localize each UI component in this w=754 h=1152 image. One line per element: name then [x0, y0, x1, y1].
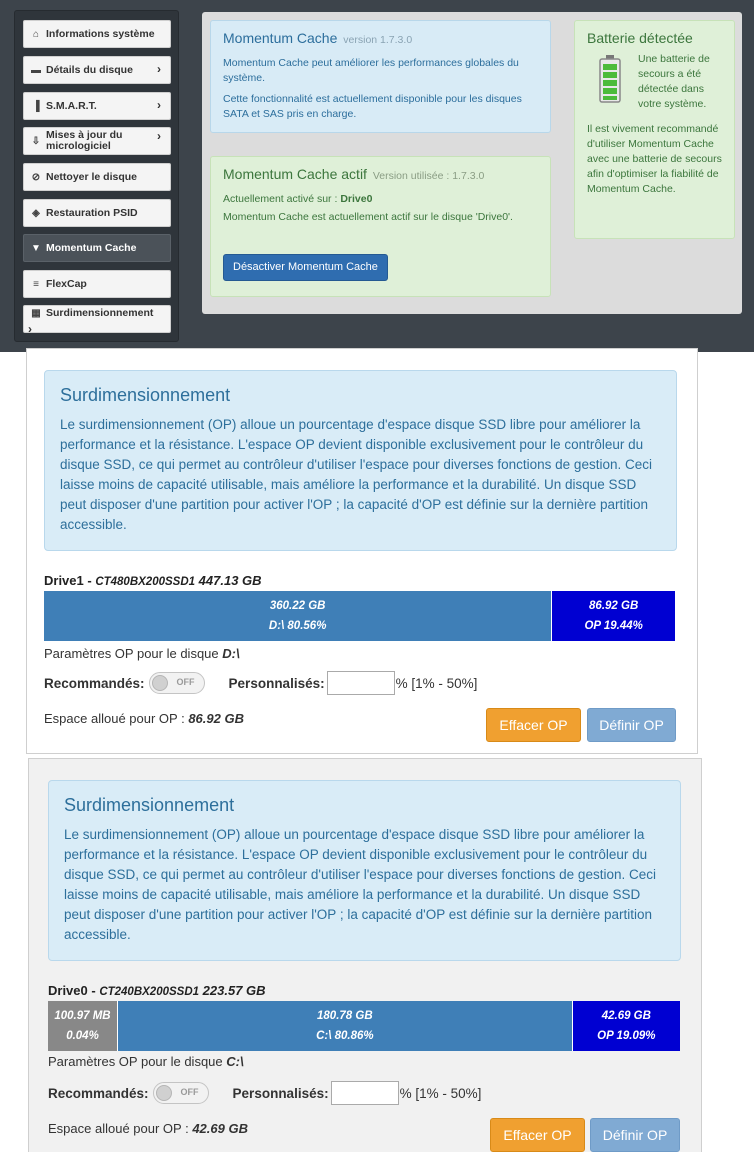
activated-label: Actuellement activé sur :: [223, 193, 338, 205]
partition-bar: [48, 1001, 680, 1051]
momentum-active-title-text: Momentum Cache actif: [223, 166, 367, 182]
drive-model: CT240BX200SSD1: [99, 986, 200, 998]
momentum-active-status: Momentum Cache est actuellement actif sur le disque 'Drive0'.: [223, 211, 513, 223]
home-icon: ⌂: [32, 28, 40, 40]
drive-title: [48, 983, 266, 998]
toggle-state: OFF: [180, 1087, 199, 1097]
sidebar-item-label: Momentum Cache: [46, 241, 137, 254]
op-info-box: [48, 780, 681, 961]
recommended-toggle[interactable]: [149, 672, 205, 694]
segment-percent: C:\ 80.86%: [316, 1030, 374, 1042]
momentum-title-text: Momentum Cache: [223, 30, 338, 46]
allocated-label: Espace alloué pour OP :: [44, 711, 185, 726]
drive-capacity: 223.57 GB: [202, 983, 266, 998]
sidebar-item-momentum-cache[interactable]: [23, 234, 171, 262]
drive-name: Drive1 -: [44, 573, 96, 588]
drive-model: CT480BX200SSD1: [95, 576, 196, 588]
define-op-button[interactable]: Définir OP: [587, 708, 676, 742]
segment-size: 86.92 GB: [589, 600, 639, 612]
op-title: Surdimensionnement: [64, 795, 235, 815]
op-params-drive: C:\: [226, 1054, 244, 1069]
momentum-active-box: [210, 156, 551, 297]
op-title: Surdimensionnement: [60, 385, 231, 405]
op-settings-row: [48, 1081, 481, 1105]
allocated-space: [48, 1121, 248, 1136]
sidebar-item-flexcap[interactable]: [23, 270, 171, 298]
sidebar-item-label: Nettoyer le disque: [46, 170, 138, 183]
partition-bar: [44, 591, 675, 641]
percent-range: % [1% - 50%]: [399, 1085, 482, 1101]
partition-segment-part: [118, 1001, 573, 1051]
percent-range: % [1% - 50%]: [395, 675, 478, 691]
ban-icon: ⊘: [31, 171, 41, 183]
custom-label: Personnalisés:: [228, 675, 325, 691]
momentum-availability: Cette fonctionnalité est actuellement disponible pour les disques SATA et SAS pris en charge.: [223, 93, 522, 120]
allocated-value: 42.69 GB: [192, 1121, 248, 1136]
recommended-toggle[interactable]: [153, 1082, 209, 1104]
define-op-button[interactable]: Définir OP: [590, 1118, 680, 1152]
drive-name: Drive0 -: [48, 983, 100, 998]
partition-segment-op: [552, 591, 675, 641]
toggle-knob: [152, 675, 168, 691]
sidebar-item-psid[interactable]: [23, 199, 171, 227]
partition-segment-op: [573, 1001, 680, 1051]
main-content: [202, 12, 742, 314]
toggle-knob: [156, 1085, 172, 1101]
clear-op-button[interactable]: Effacer OP: [490, 1118, 585, 1152]
op-description: Le surdimensionnement (OP) alloue un pourcentage d'espace disque SSD libre pour améliorer la performance et la résistance. L'espace OP devient disponible exclusivement pour le contrôleur du disque SSD, ce qui permet au contrôleur d'utiliser l'espace pour diverses fonctions de gestion. Ceci laisse moins de capacité utilisable, mais améliore la performance et la durabilité. Un disque SSD peut disposer d'une partition pour activer l'OP ; la capacité d'OP est définie sur la dernière partition accessible.: [64, 827, 656, 942]
sidebar-item-label: Détails du disque: [46, 63, 133, 76]
battery-detected-text: Une batterie de secours a été détectée dans votre système.: [638, 53, 710, 110]
firmware-icon: ⇩: [31, 135, 41, 147]
battery-box: [574, 20, 735, 239]
sidebar-item-label: FlexCap: [46, 277, 87, 290]
sidebar-item-smart[interactable]: [23, 92, 171, 120]
partition-segment-small: [48, 1001, 118, 1051]
deactivate-momentum-button[interactable]: Désactiver Momentum Cache: [223, 254, 388, 281]
momentum-info-box: [210, 20, 551, 133]
momentum-title: [223, 31, 538, 48]
chevron-right-icon: ›: [157, 97, 161, 112]
sidebar-item-system-info[interactable]: [23, 20, 171, 48]
hard-drive-icon: ▬: [31, 64, 41, 76]
segment-percent: OP 19.09%: [597, 1030, 656, 1042]
eye-slash-icon: ◈: [32, 207, 40, 219]
sidebar-item-overprovisioning[interactable]: [23, 305, 171, 336]
align-left-icon: ≡: [33, 278, 39, 290]
battery-recommendation: Il est vivement recommandé d'utiliser Momentum Cache avec une batterie de secours afin d'optimiser la fiabilité de Momentum Cache.: [587, 123, 722, 195]
recommended-label: Recommandés:: [48, 1085, 149, 1101]
custom-label: Personnalisés:: [232, 1085, 329, 1101]
segment-size: 42.69 GB: [601, 1010, 651, 1022]
op-info-box: [44, 370, 677, 551]
activated-drive: Drive0: [340, 193, 373, 205]
battery-icon: [599, 55, 621, 103]
sidebar-item-label: Surdimensionnement: [46, 307, 154, 319]
allocated-value: 86.92 GB: [188, 711, 244, 726]
segment-size: 360.22 GB: [269, 600, 326, 612]
activated-on: [223, 192, 538, 207]
op-params-drive: D:\: [222, 646, 240, 661]
segment-size: 100.97 MB: [54, 1010, 111, 1022]
toggle-state: OFF: [176, 677, 195, 687]
allocated-label: Espace alloué pour OP :: [48, 1121, 189, 1136]
op-params: [44, 646, 240, 661]
op-params-label: Paramètres OP pour le disque: [48, 1054, 223, 1069]
op-settings-row: [44, 671, 477, 695]
filter-icon: ▼: [31, 242, 41, 254]
op-panel-drive1: [26, 348, 698, 754]
momentum-active-version: Version utilisée : 1.7.3.0: [372, 170, 485, 182]
recommended-label: Recommandés:: [44, 675, 145, 691]
op-params-label: Paramètres OP pour le disque: [44, 646, 219, 661]
segment-size: 180.78 GB: [317, 1010, 373, 1022]
sidebar-item-label: S.M.A.R.T.: [46, 99, 97, 112]
segment-percent: D:\ 80.56%: [268, 620, 327, 632]
momentum-version: version 1.7.3.0: [343, 34, 413, 46]
segment-percent: 0.04%: [66, 1030, 99, 1042]
momentum-active-title: [223, 167, 538, 184]
op-description: Le surdimensionnement (OP) alloue un pourcentage d'espace disque SSD libre pour améliorer la performance et la résistance. L'espace OP devient disponible exclusivement pour le contrôleur du disque SSD, ce qui permet au contrôleur d'utiliser l'espace pour diverses fonctions de gestion. Ceci laisse moins de capacité utilisable, mais améliore la performance et la durabilité. Un disque SSD peut disposer d'une partition pour activer l'OP ; la capacité d'OP est définie sur la dernière partition accessible.: [60, 417, 652, 532]
sidebar-item-firmware[interactable]: [23, 127, 171, 155]
chevron-right-icon: ›: [28, 322, 32, 336]
battery-title: Batterie détectée: [587, 30, 693, 46]
chevron-right-icon: ›: [157, 128, 161, 143]
partition-segment-part: [44, 591, 552, 641]
grid-icon: ▦: [31, 308, 41, 319]
allocated-space: [44, 711, 244, 726]
sidebar-item-label: Restauration PSID: [46, 206, 138, 219]
sidebar-item-label: Mises à jour du micrologiciel: [46, 129, 123, 152]
sidebar: [14, 10, 179, 342]
bar-chart-icon: ▐: [32, 100, 40, 112]
drive-title: [44, 573, 262, 588]
sidebar-item-label: Informations système: [46, 27, 155, 40]
sidebar-item-clean-disk[interactable]: [23, 163, 171, 191]
clear-op-button[interactable]: Effacer OP: [486, 708, 581, 742]
op-params: [48, 1054, 244, 1069]
drive-capacity: 447.13 GB: [198, 573, 262, 588]
sidebar-item-disk-details[interactable]: [23, 56, 171, 84]
momentum-description: Momentum Cache peut améliorer les performances globales du système.: [223, 57, 519, 84]
chevron-right-icon: ›: [157, 61, 161, 76]
momentum-cache-screen: [0, 0, 754, 352]
custom-percent-input[interactable]: [327, 671, 395, 695]
op-panel-drive0: [28, 758, 702, 1152]
segment-percent: OP 19.44%: [584, 620, 643, 632]
custom-percent-input[interactable]: [331, 1081, 399, 1105]
